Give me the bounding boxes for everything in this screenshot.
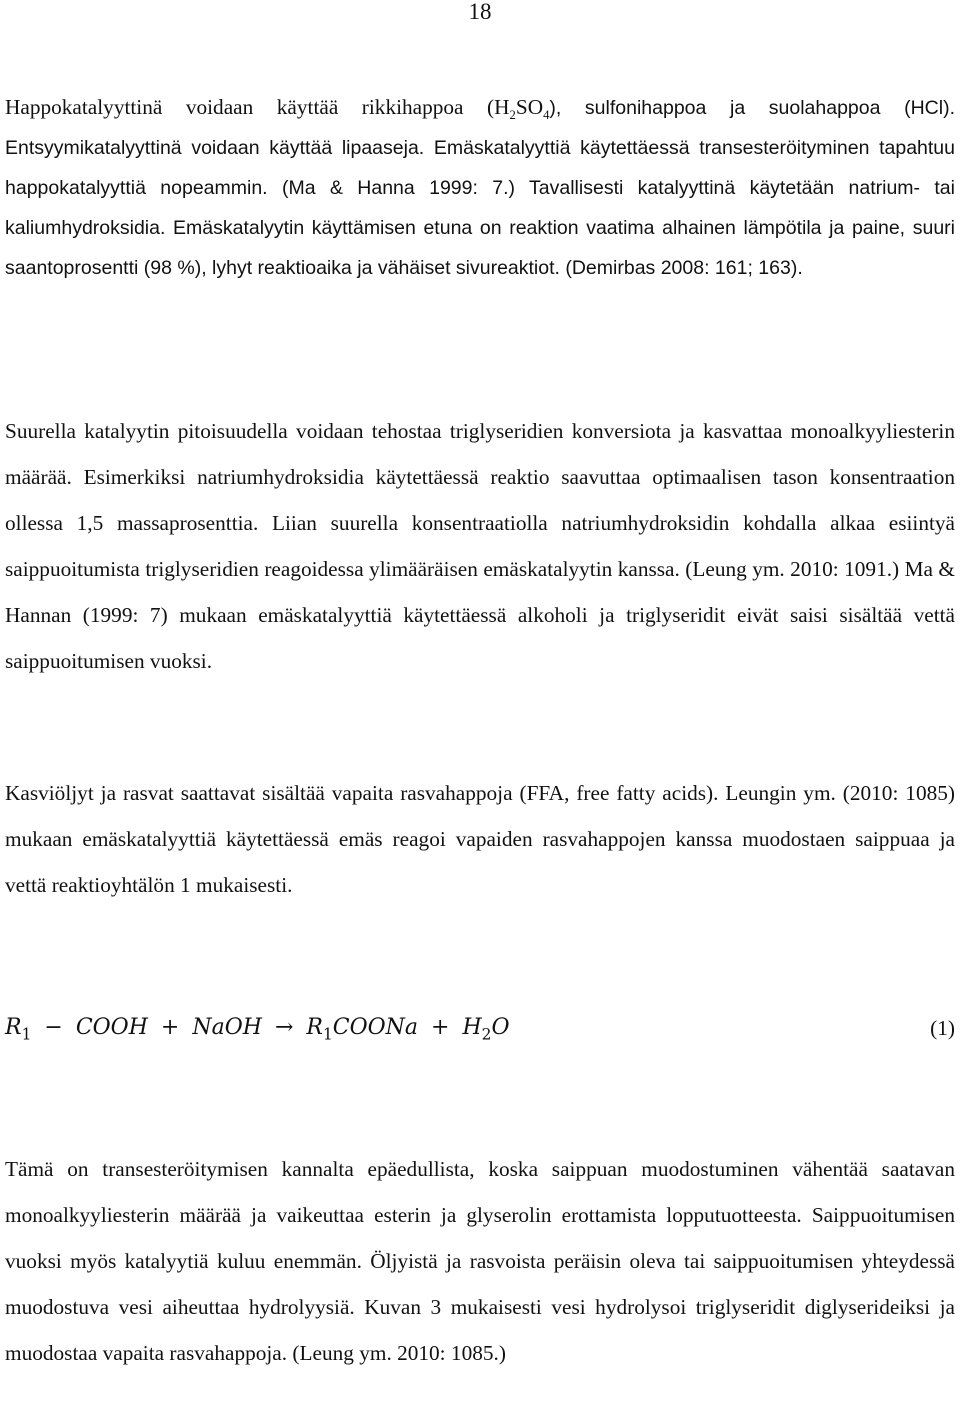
eq-cooh: COOH <box>75 1015 148 1040</box>
page-number: 18 <box>468 0 492 24</box>
eq-naoh: NaOH <box>192 1015 262 1040</box>
eq-plus-1: + <box>160 1015 180 1040</box>
eq-coona: COONa <box>332 1015 419 1040</box>
eq-r2-sub: 1 <box>322 1025 333 1044</box>
eq-arrow: → <box>274 1015 294 1040</box>
eq-h-sub: 2 <box>481 1025 492 1044</box>
equation-formula <box>5 1008 510 1048</box>
paragraph-1-text-c: SO <box>515 95 544 119</box>
subscript-2: 2 <box>509 107 516 122</box>
subscript-4: 4 <box>543 107 550 122</box>
eq-r-sub: 1 <box>21 1025 32 1044</box>
eq-plus-2: + <box>431 1015 450 1040</box>
eq-o: O <box>491 1015 510 1040</box>
eq-minus: − <box>44 1015 63 1040</box>
paragraph-1-text-a: Happokatalyyttinä voidaan käyttää rikkihappoa (H <box>5 95 510 119</box>
equation-1 <box>5 1008 955 1048</box>
paragraph-4: Tämä on transesteröitymisen kannalta epäedullista, koska saippuan muodostuminen vähentää saatavan monoalkyyliesterin määrää ja vaikeuttaa esterin ja glyserolin erottamista lopputuotteesta. Saippuoitumisen vuoksi myös katalyytiä kuluu enemmän. Öljyistä ja rasvoista peräisin oleva tai saippuoitumisen yhteydessä muodostuva vesi aiheuttaa hydrolyysiä. Kuvan 3 mukaisesti vesi hydrolysoi triglyseridit diglyserideiksi ja muodostaa vapaita rasvahappoja. (Leung ym. 2010: 1085.) <box>5 1157 955 1365</box>
eq-r2: R <box>306 1015 323 1040</box>
paragraph-1-text-e: ), sulfonihappoa ja suolahappoa (HCl). Entsyymikatalyyttinä voidaan käyttää lipaaseja. Emäskatalyyttiä käytettäessä transesteröityminen tapahtuu happokatalyyttiä nopeammin. (Ma & Hanna 1999: 7.) Tavallisesti katalyyttinä käytetään natrium- tai kaliumhydroksidia. Emäskatalyytin käyttämisen etuna on reaktion vaatima alhainen lämpötila ja paine, suuri saantoprosentti (98 %), lyhyt reaktioaika ja vähäiset sivureaktiot. (Demirbas 2008: 161; 163). <box>5 97 955 279</box>
eq-r: R <box>5 1015 22 1040</box>
equation-number: (1) <box>930 1016 955 1040</box>
paragraph-1 <box>5 87 955 288</box>
paragraph-2: Suurella katalyytin pitoisuudella voidaan tehostaa triglyseridien konversiota ja kasvattaa monoalkyyliesterin määrää. Esimerkiksi natriumhydroksidia käytettäessä reaktio saavuttaa optimaalisen tason konsentraation ollessa 1,5 massaprosenttia. Liian suurella konsentraatiolla natriumhydroksidin kohdalla alkaa esiintyä saippuoitumista triglyseridien reagoidessa ylimääräisen emäskatalyytin kanssa. (Leung ym. 2010: 1091.) Ma & Hannan (1999: 7) mukaan emäskatalyyttiä käytettäessä alkoholi ja triglyseridit eivät saisi sisältää vettä saippuoitumisen vuoksi. <box>5 419 955 673</box>
paragraph-3: Kasviöljyt ja rasvat saattavat sisältää vapaita rasvahappoja (FFA, free fatty acids). Leungin ym. (2010: 1085) mukaan emäskatalyyttiä käytettäessä emäs reagoi vapaiden rasvahappojen kanssa muodostaen saippuaa ja vettä reaktioyhtälön 1 mukaisesti. <box>5 781 955 897</box>
eq-h: H <box>462 1015 482 1040</box>
